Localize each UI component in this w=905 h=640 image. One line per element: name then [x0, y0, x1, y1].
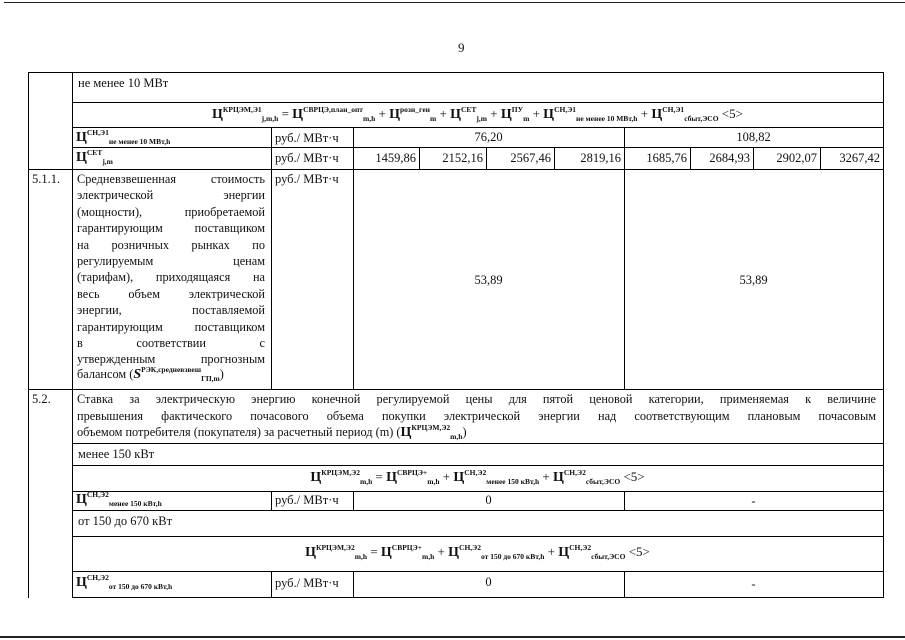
row-511-description: Средневзвешенная стоимость электрической энергии (мощности), приобретаемой гарантирующим поставщиком на розничных рынках по регулируемым ценам (тарифам), приходящаяся на весь объем электрической энергии, поставляемой гарантирующим поставщиком в соответствии с утвержденным прогнозным [77, 172, 265, 367]
formula-e1: $Ц^{КРЦЭМ,Э1}_{j,m,h} = Ц^{СВРЦЭ,план\_опт}_{m,h} + Ц^{розн\_ген}_m + Ц^{СЕТ}_{j,m} + Ц^{ПУ}_m + Ц^{СН,Э1}_{не менее 10 МВт,h} + Ц^{СН,Э1}_{сбыт,ЭСО} <5>$ [212, 105, 743, 123]
value-cell: 2819,16 [580, 151, 621, 165]
formula-e2-150-670: $Ц^{КРЦЭМ,Э2}_{m,h} = Ц^{СВРЦЭ+}_{m,h} + Ц^{СН,Э2}_{от 150 до 670 кВт,h} + Ц^{СН,Э2}_{сбыт,ЭСО} <5>$ [305, 543, 650, 561]
row-52-description: Ставка за электрическую энергию конечной регулируемой цены для пятой ценовой категории, применяемая к величине превышения фактического почасового объема покупки электрической энергии над соответствующим плановым почасовым [77, 392, 876, 423]
row-52-last-line: объемом потребителя (покупателя) за расчетный период (m) $(Ц^{КРЦЭМ,Э2}_{m,h})$ [77, 423, 467, 441]
unit-cell: руб./ МВт·ч [275, 172, 339, 186]
row-511-last-line: балансом $(S^{РЭК,средневзвеш}_{ГП,m})$ [77, 365, 224, 383]
value-cell: 2152,16 [442, 151, 483, 165]
value-cell: 1685,76 [646, 151, 687, 165]
value-cell: - [751, 577, 756, 591]
var-set: $Ц^{СЕТ}_{j,m}$ [76, 148, 113, 166]
formula-e2-under-150: $Ц^{КРЦЭМ,Э2}_{m,h} = Ц^{СВРЦЭ+}_{m,h} + Ц^{СН,Э2}_{менее 150 кВт,h} + Ц^{СН,Э2}_{сбыт,ЭСО} <5>$ [310, 468, 645, 486]
unit-cell: руб./ МВт·ч [275, 493, 339, 507]
value-cell: - [751, 494, 756, 508]
value-cell: 76,20 [474, 130, 503, 144]
unit-cell: руб./ МВт·ч [275, 151, 339, 165]
value-cell: 2902,07 [776, 151, 817, 165]
value-cell: 53,89 [739, 273, 768, 287]
value-cell: 2684,93 [709, 151, 750, 165]
scan-top-edge [4, 2, 905, 3]
subgroup-150-670kw: от 150 до 670 кВт [78, 514, 173, 528]
subgroup-under-150kw: менее 150 кВт [78, 447, 155, 461]
value-cell: 2567,46 [510, 151, 551, 165]
scan-bottom-edge [0, 636, 905, 638]
value-cell: 0 [485, 493, 492, 507]
group-header-min-10mw: не менее 10 МВт [78, 76, 169, 90]
var-sn-e1: $Ц^{СН,Э1}_{не менее 10 МВт,h}$ [76, 128, 171, 146]
row-number: 5.1.1. [32, 172, 61, 186]
value-cell: 0 [485, 575, 492, 589]
value-cell: 1459,86 [375, 151, 416, 165]
unit-cell: руб./ МВт·ч [275, 576, 339, 590]
value-cell: 3267,42 [839, 151, 880, 165]
value-cell: 53,89 [474, 273, 503, 287]
row-number: 5.2. [32, 392, 51, 406]
page-number: 9 [458, 40, 465, 55]
unit-cell: руб./ МВт·ч [275, 131, 339, 145]
var-sn-e2-under-150: $Ц^{СН,Э2}_{менее 150 кВт,h}$ [76, 490, 162, 508]
value-cell: 108,82 [736, 130, 771, 144]
var-sn-e2-150-670: $Ц^{СН,Э2}_{от 150 до 670 кВт,h}$ [76, 573, 173, 591]
